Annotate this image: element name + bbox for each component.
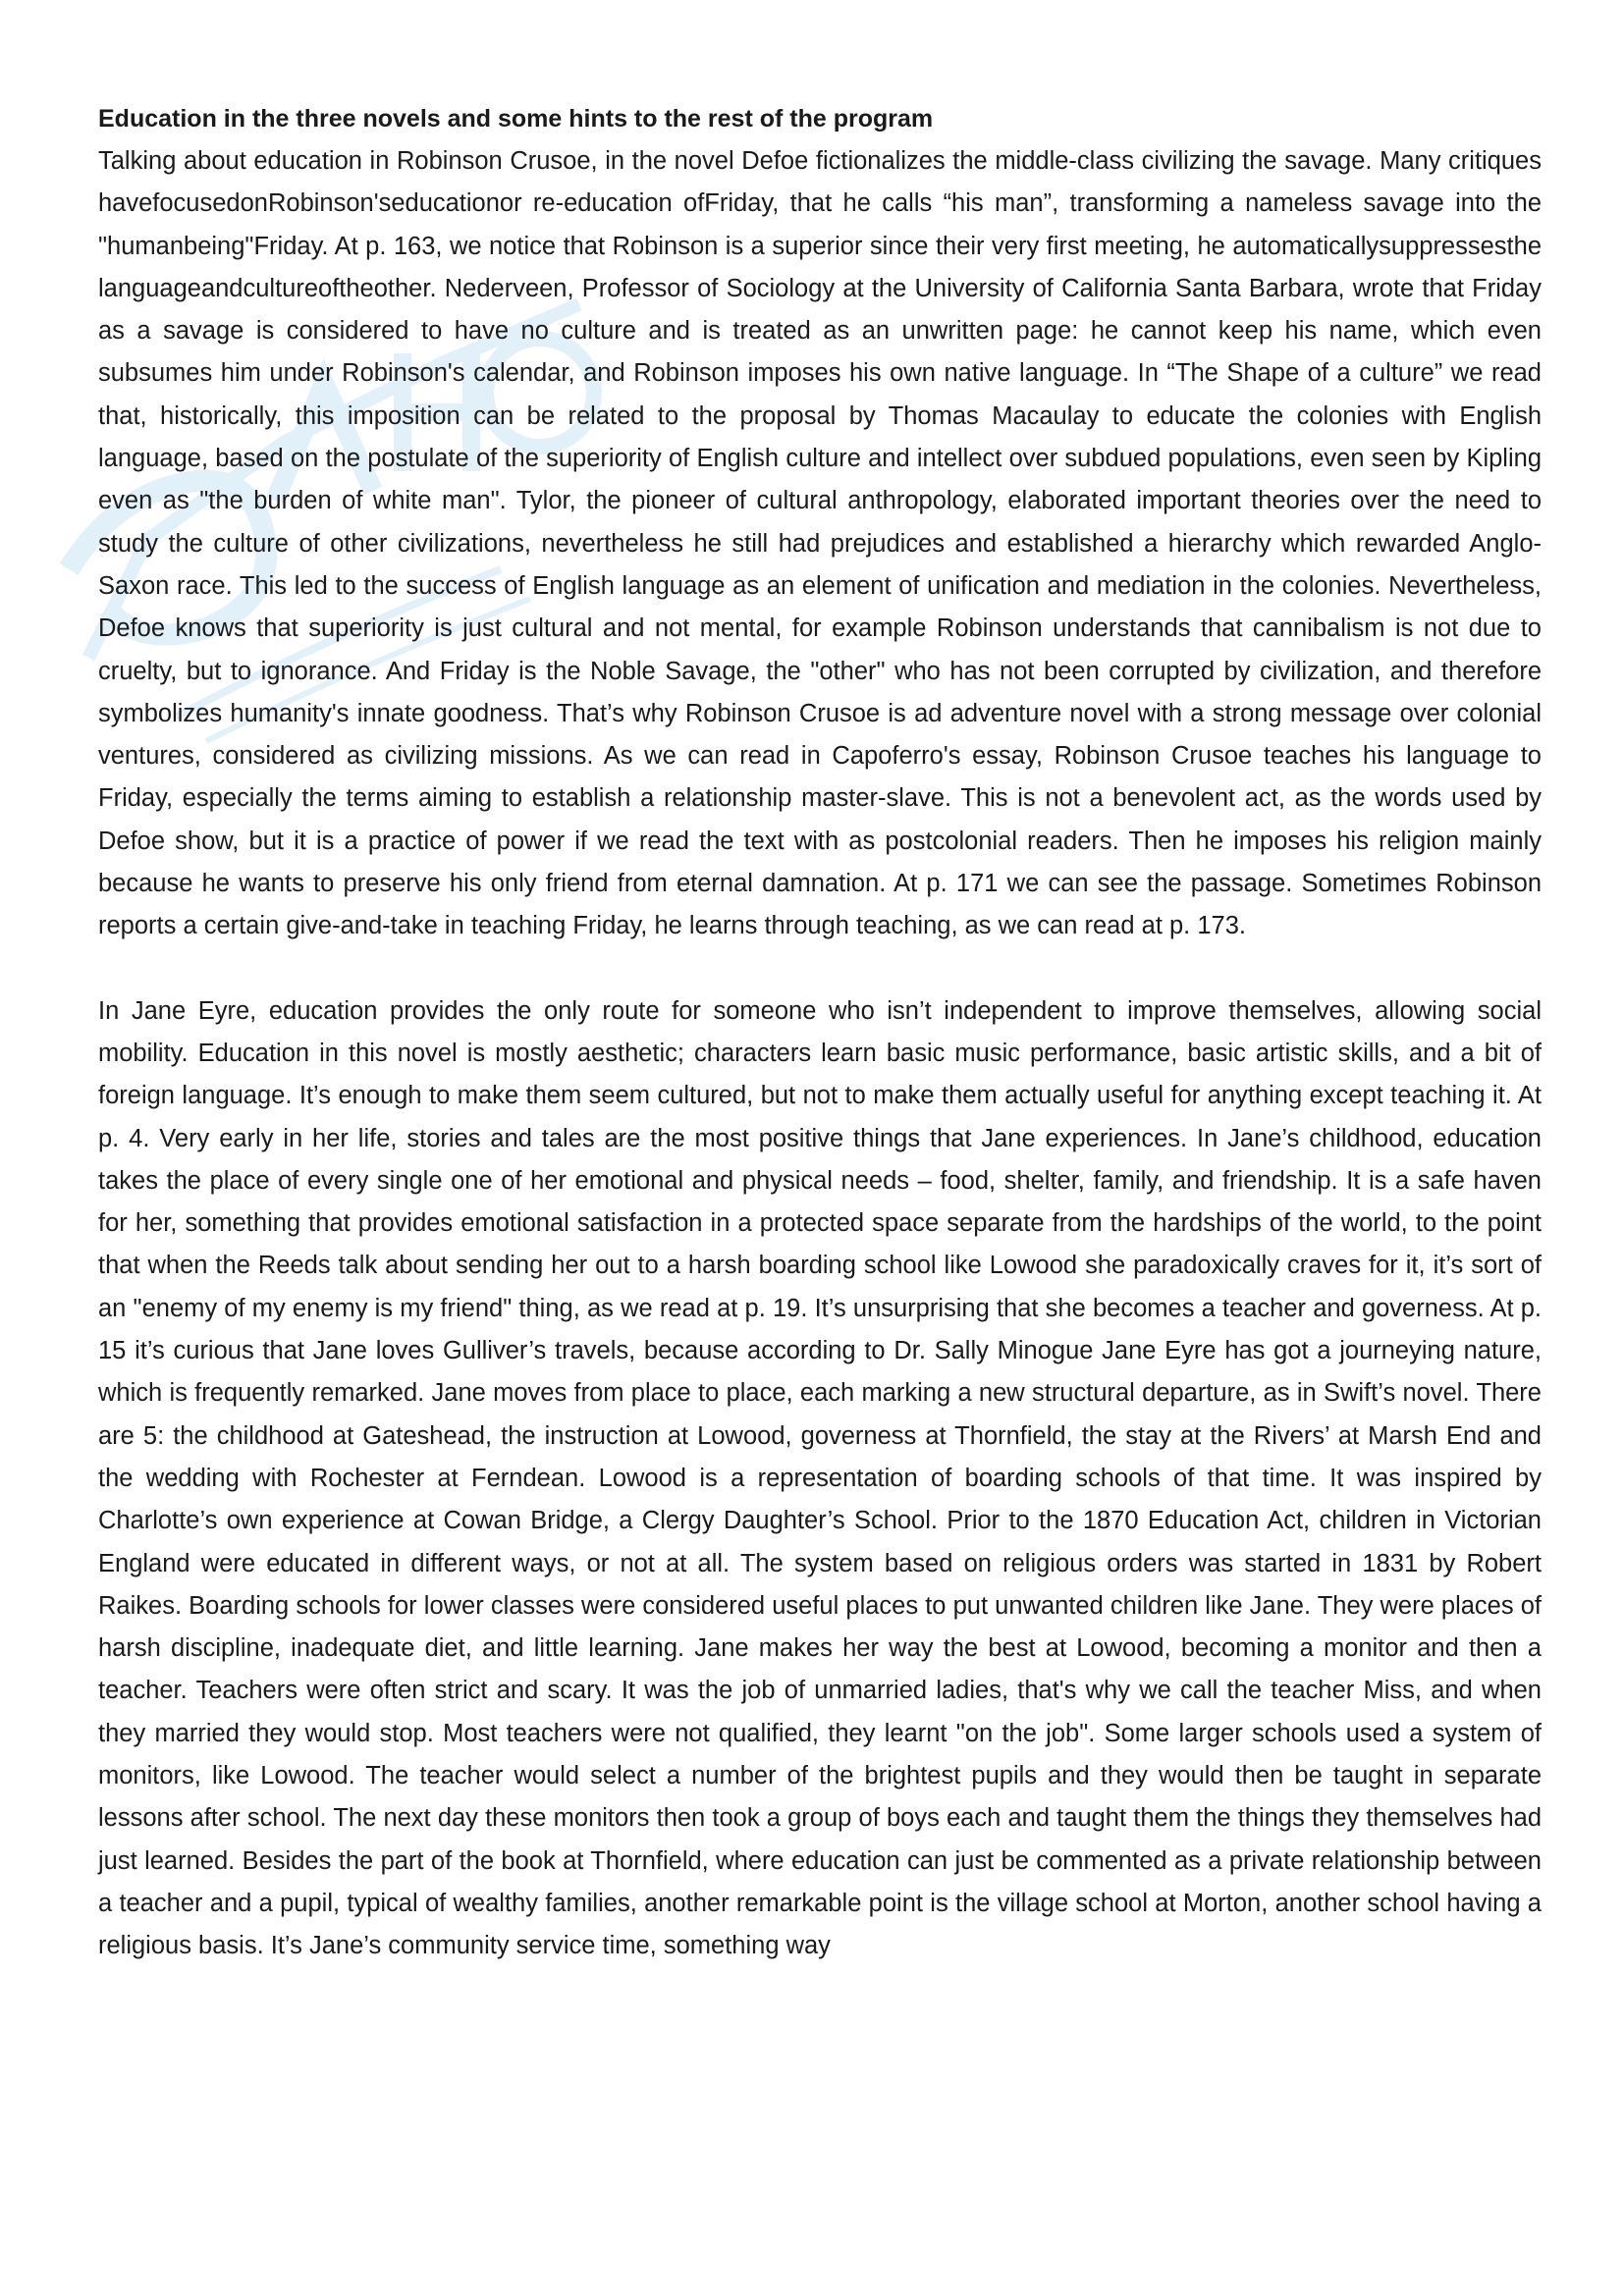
paragraph-robinson-crusoe: Talking about education in Robinson Crusoe, in the novel Defoe fictionalizes the middle-class civilizing the savage. Many critiques havefocusedonRobinson'seducationor re-education ofFriday, that he calls “his man”, transforming a nameless savage into the "humanbeing"Friday. At p. 163, we notice that Robinson is a superior since their very first meeting, he automaticallysuppressesthe languageandcultureoftheother. Nederveen, Professor of Sociology at the University of California Santa Barbara, wrote that Friday as a savage is considered to have no culture and is treated as an unwritten page: he cannot keep his name, which even subsumes him under Robinson's calendar, and Robinson imposes his own native language. In “The Shape of a culture” we read that, historically, this imposition can be related to the proposal by Thomas Macaulay to educate the colonies with English language, based on the postulate of the superiority of English culture and intellect over subdued populations, even seen by Kipling even as "the burden of white man". Tylor, the pioneer of cultural anthropology, elaborated important theories over the need to study the culture of other civilizations, nevertheless he still had prejudices and established a hierarchy which rewarded Anglo-Saxon race. This led to the success of English language as an element of unification and mediation in the colonies. Nevertheless, Defoe knows that superiority is just cultural and not mental, for example Robinson understands that cannibalism is not due to cruelty, but to ignorance. And Friday is the Noble Savage, the "other" who has not been corrupted by civilization, and therefore symbolizes humanity's innate goodness. That’s why Robinson Crusoe is ad adventure novel with a strong message over colonial ventures, considered as civilizing missions. As we can read in Capoferro's essay, Robinson Crusoe teaches his language to Friday, especially the terms aiming to establish a relationship master-slave. This is not a benevolent act, as the words used by Defoe show, but it is a practice of power if we read the text with as postcolonial readers. Then he imposes his religion mainly because he wants to preserve his only friend from eternal damnation. At p. 171 we can see the passage. Sometimes Robinson reports a certain give-and-take in teaching Friday, he learns through teaching, as we can read at p. 173.: [98, 147, 1542, 940]
document-title: Education in the three novels and some hints to the rest of the program: [98, 105, 934, 133]
paragraph-jane-eyre: In Jane Eyre, education provides the only route for someone who isn’t independent to improve themselves, allowing social mobility. Education in this novel is mostly aesthetic; characters learn basic music performance, basic artistic skills, and a bit of foreign language. It’s enough to make them seem cultured, but not to make them actually useful for anything except teaching it. At p. 4. Very early in her life, stories and tales are the most positive things that Jane experiences. In Jane’s childhood, education takes the place of every single one of her emotional and physical needs – food, shelter, family, and friendship. It is a safe haven for her, something that provides emotional satisfaction in a protected space separate from the hardships of the world, to the point that when the Reeds talk about sending her out to a harsh boarding school like Lowood she paradoxically craves for it, it’s sort of an "enemy of my enemy is my friend" thing, as we read at p. 19. It’s unsurprising that she becomes a teacher and governess. At p. 15 it’s curious that Jane loves Gulliver’s travels, because according to Dr. Sally Minogue Jane Eyre has got a journeying nature, which is frequently remarked. Jane moves from place to place, each marking a new structural departure, as in Swift’s novel. There are 5: the childhood at Gateshead, the instruction at Lowood, governess at Thornfield, the stay at the Rivers’ at Marsh End and the wedding with Rochester at Ferndean. Lowood is a representation of boarding schools of that time. It was inspired by Charlotte’s own experience at Cowan Bridge, a Clergy Daughter’s School. Prior to the 1870 Education Act, children in Victorian England were educated in different ways, or not at all. The system based on religious orders was started in 1831 by Robert Raikes. Boarding schools for lower classes were considered useful places to put unwanted children like Jane. They were places of harsh discipline, inadequate diet, and little learning. Jane makes her way the best at Lowood, becoming a monitor and then a teacher. Teachers were often strict and scary. It was the job of unmarried ladies, that's why we call the teacher Miss, and when they married they would stop. Most teachers were not qualified, they learnt "on the job". Some larger schools used a system of monitors, like Lowood. The teacher would select a number of the brightest pupils and they would then be taught in separate lessons after school. The next day these monitors then took a group of boys each and taught them the things they themselves had just learned. Besides the part of the book at Thornfield, where education can just be commented as a private relationship between a teacher and a pupil, typical of wealthy families, another remarkable point is the village school at Morton, another school having a religious basis. It’s Jane’s community service time, something way: [98, 996, 1542, 1960]
document-page: [98, 98, 1542, 1967]
paragraph-spacer: [98, 948, 1542, 990]
